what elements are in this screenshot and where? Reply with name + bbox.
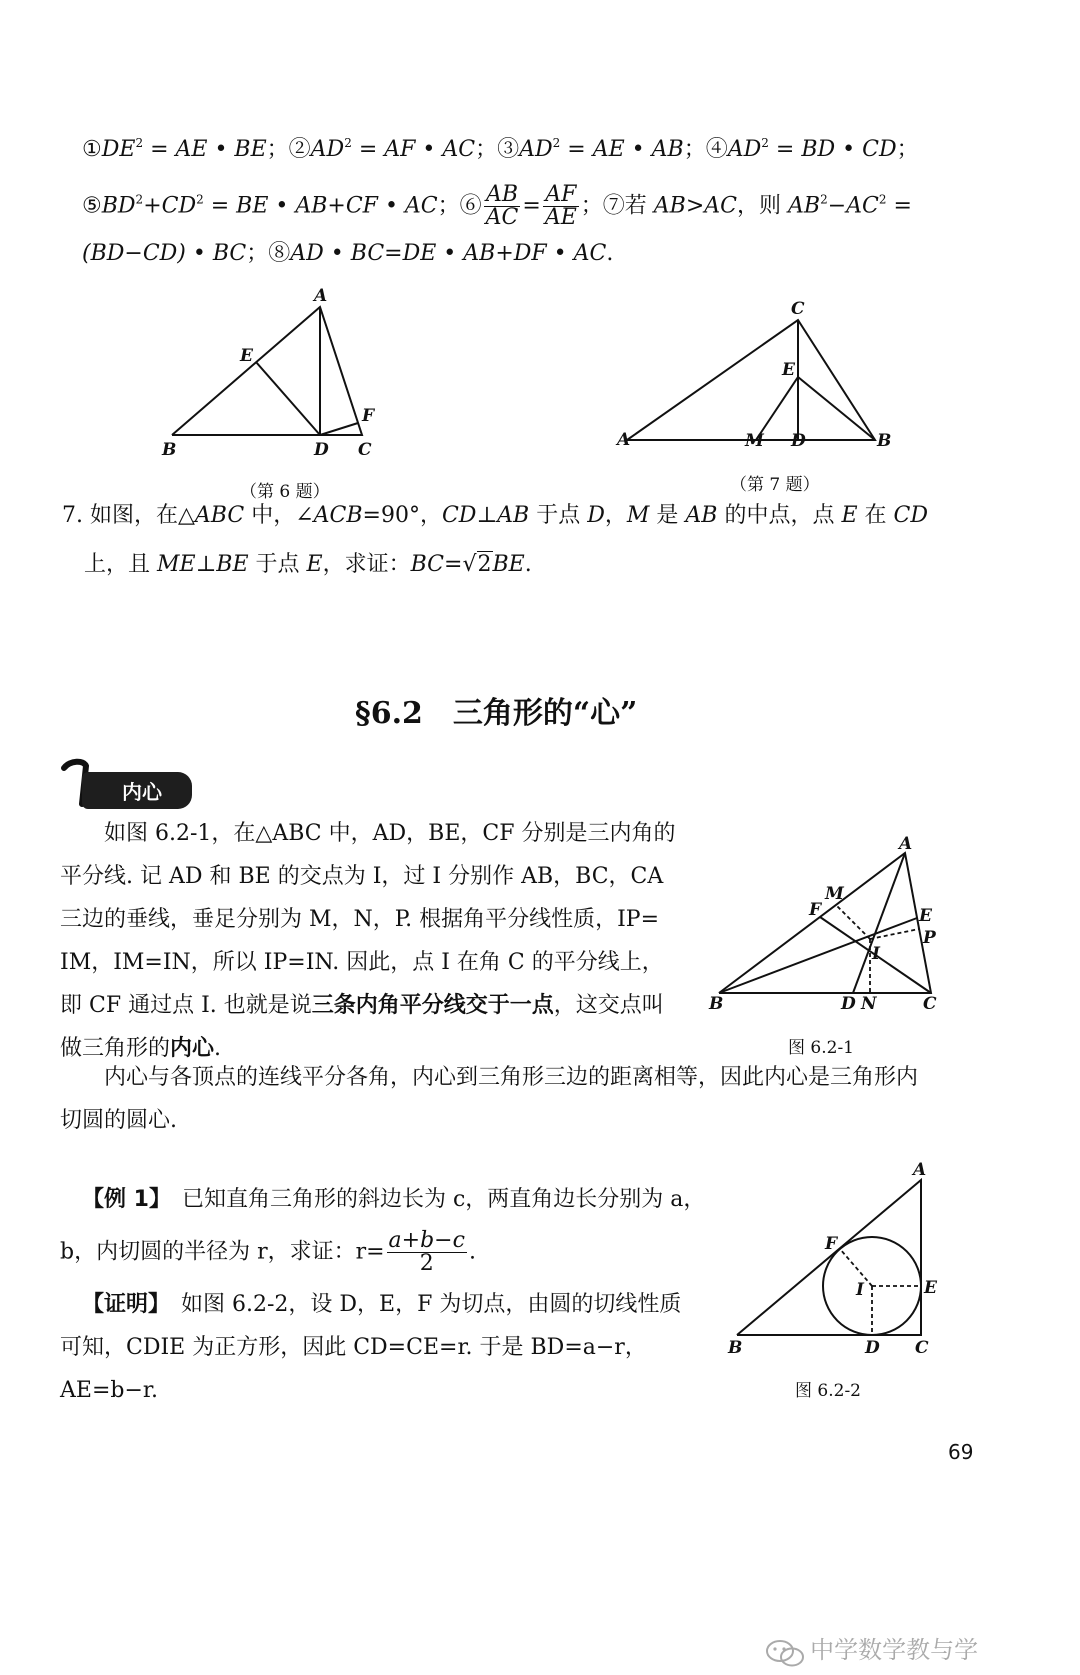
- incenter-line: 如图 6.2-1，在△ABC 中，AD，BE，CF 分别是三内角的: [60, 821, 676, 846]
- fig622-caption: 图 6.2-2: [795, 1381, 861, 1401]
- fig621-label-n: N: [861, 994, 877, 1014]
- fig7-label-d: D: [791, 431, 806, 451]
- fig6-segment-df: [320, 423, 358, 435]
- figure-6-2-1: [705, 835, 955, 1020]
- fig621-label-i: I: [872, 944, 880, 964]
- fig621-caption: 图 6.2-1: [788, 1038, 854, 1058]
- fig7-label-a: A: [617, 430, 631, 450]
- fig621-perp-im: [836, 905, 870, 939]
- fig6-label-e: E: [240, 346, 253, 366]
- fig7-caption: （第 7 题）: [730, 475, 820, 495]
- watermark-text: 中学数学教与学: [810, 1636, 979, 1664]
- fig621-label-c: C: [923, 994, 937, 1014]
- fig622-label-c: C: [915, 1338, 929, 1358]
- proof-line: AE=b−r.: [60, 1378, 158, 1403]
- fig622-label-b: B: [728, 1338, 743, 1358]
- incenter2-line: 内心与各顶点的连线平分各角，内心到三角形三边的距离相等，因此内心是三角形内: [60, 1065, 919, 1090]
- figure-problem6: [150, 285, 410, 485]
- proof-line: 【证明】 如图 6.2-2，设 D，E，F 为切点，由圆的切线性质: [82, 1292, 682, 1317]
- figure-6-2-2: [725, 1155, 950, 1365]
- figure-problem7: [615, 300, 895, 475]
- sqrt-two: √2: [462, 552, 492, 577]
- fig6-label-f: F: [362, 406, 375, 426]
- problem6-conclusions-line3: (BD−CD) • BC；⑧AD • BC=DE • AB+DF • AC.: [82, 241, 614, 266]
- example1-line2: b，内切圆的半径为 r，求证：r= $\frac{a+b-c}{2}$ .: [60, 1228, 476, 1276]
- fig7-segment-eb: [798, 377, 875, 440]
- incenter-line: 即 CF 通过点 I. 也就是说三条内角平分线交于一点，这交点叫: [60, 993, 664, 1018]
- problem6-conclusions-line2: $⑤BD^2+CD^2$ = BE • AB+CF • AC；⑥ $\frac{AB}{AC}$ = $\frac{AF}{AE}$ ；⑦若 AB>AC，则 $AB^2-AC^2$ =: [82, 182, 912, 230]
- incenter-paragraph: [60, 812, 700, 1070]
- fig621-bisector-be: [719, 918, 917, 993]
- incenter2-line: 切圆的圆心.: [60, 1108, 177, 1133]
- fig7-label-b: B: [877, 431, 892, 451]
- fig6-triangle: [172, 307, 362, 435]
- subsection-label: 内心: [82, 772, 192, 809]
- fig621-label-a: A: [899, 835, 913, 854]
- fig6-label-a: A: [314, 286, 328, 306]
- problem6-conclusions-line1: $①DE^2$ = AE • BE；$②AD^2$ = AF • AC；$③AD^2$ = AE • AB；$④AD^2$ = BD • CD；: [82, 136, 919, 162]
- incenter-line: 平分线. 记 AD 和 BE 的交点为 I，过 I 分别作 AB，BC，CA: [60, 864, 664, 889]
- fig7-label-e: E: [782, 360, 795, 380]
- proof-paragraph: [60, 1283, 681, 1412]
- fig621-label-p: P: [923, 928, 936, 948]
- fig7-label-m: M: [745, 431, 764, 451]
- fig622-label-a: A: [913, 1160, 927, 1180]
- fig621-label-b: B: [709, 994, 724, 1014]
- incenter-line: 做三角形的内心.: [60, 1036, 222, 1061]
- fig622-label-d: D: [865, 1338, 880, 1358]
- fraction-af-ae: $\frac{AF}{AE}$: [544, 182, 577, 230]
- fig621-bisector-ad: [853, 853, 905, 993]
- fig622-label-f: F: [825, 1234, 838, 1254]
- fig621-label-d: D: [841, 994, 856, 1014]
- fig622-label-e: E: [924, 1278, 937, 1298]
- problem7-line1: 7. 如图，在△ABC 中，∠ACB=90°，CD⊥AB 于点 D，M 是 AB 的中点，点 E 在 CD: [62, 503, 929, 528]
- incenter-line: 三边的垂线，垂足分别为 M，N，P. 根据角平分线性质，IP=: [60, 907, 660, 932]
- fraction-radius: $\frac{a+b-c}{2}$: [388, 1228, 465, 1276]
- fig621-label-e: E: [919, 906, 932, 926]
- fig7-triangle: [627, 320, 875, 440]
- incenter-paragraph-2: [60, 1056, 918, 1142]
- proof-line: 可知，CDIE 为正方形，因此 CD=CE=r. 于是 BD=a−r，: [60, 1335, 647, 1360]
- wechat-icon: [765, 1639, 805, 1669]
- example1-line1: 【例 1】 已知直角三角形的斜边长为 c，两直角边长分别为 a，: [82, 1187, 706, 1212]
- fig621-label-f: F: [809, 900, 822, 920]
- fig6-segment-de: [256, 362, 320, 435]
- fraction-ab-ac: $\frac{AB}{AC}$: [485, 182, 519, 230]
- fig621-label-m: M: [825, 884, 844, 904]
- page-number: 69: [948, 1440, 974, 1464]
- incenter-line: IM，IM=IN，所以 IP=IN. 因此，点 I 在角 C 的平分线上，: [60, 950, 664, 975]
- fig6-label-b: B: [162, 440, 177, 460]
- fig6-label-d: D: [314, 440, 329, 460]
- watermark: [765, 1630, 978, 1669]
- fig7-label-c: C: [791, 300, 805, 319]
- fig622-label-i: I: [856, 1280, 864, 1300]
- fig6-caption: （第 6 题）: [240, 482, 330, 502]
- problem7-line2: 上，且 ME⊥BE 于点 E，求证：BC=√2BE.: [84, 552, 532, 577]
- fig622-triangle: [737, 1180, 921, 1335]
- fig6-label-c: C: [358, 440, 372, 460]
- section-title: §6.2 三角形的“心”: [355, 696, 638, 731]
